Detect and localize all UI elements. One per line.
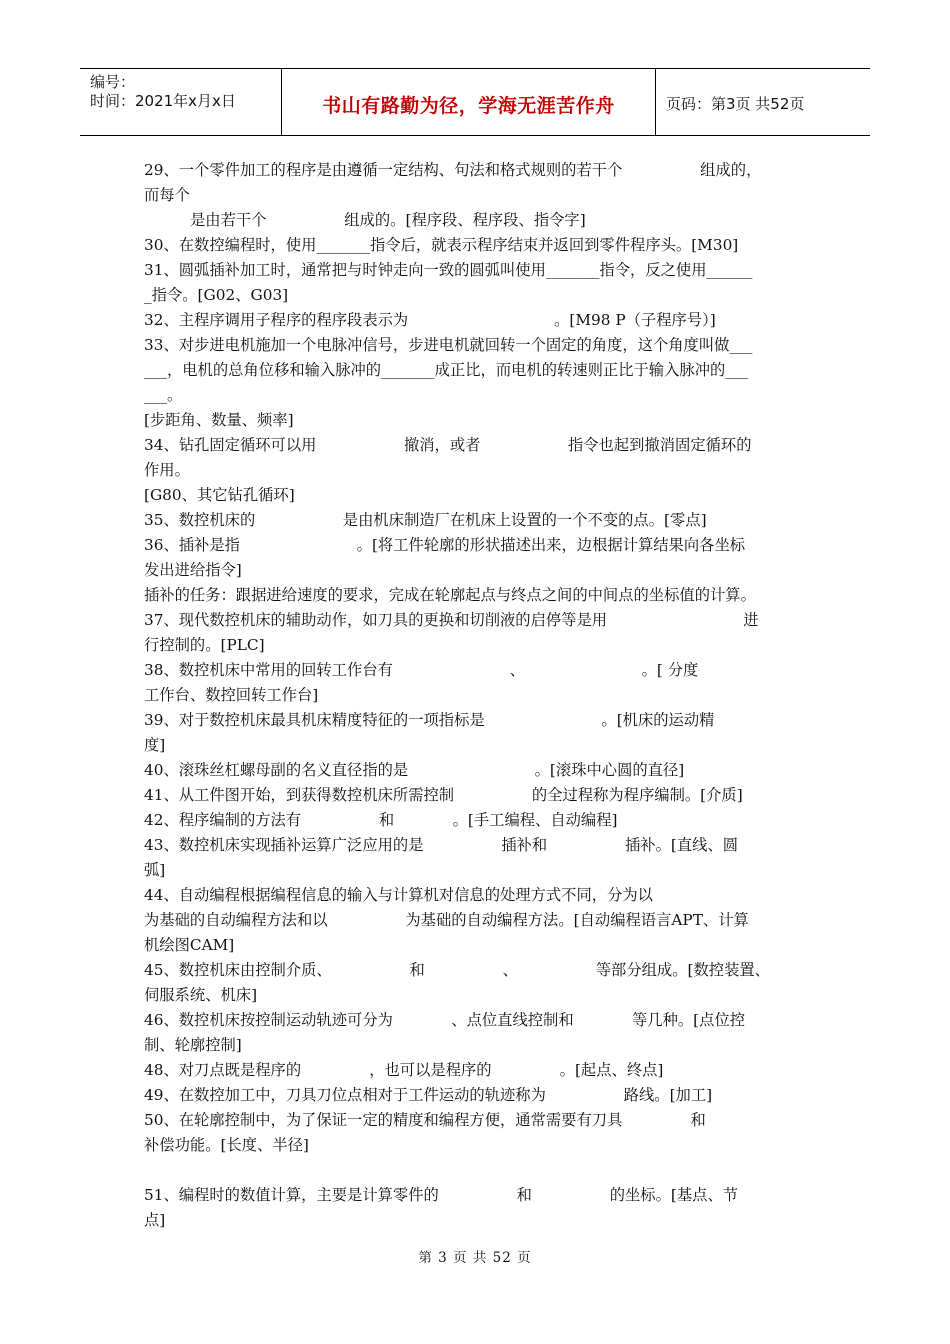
text-line: 30、在数控编程时，使用_______指令后，就表示程序结束并返回到零件程序头。[M30] bbox=[144, 236, 739, 254]
text-line: _指令。[G02、G03] bbox=[144, 286, 289, 304]
date-label: 时间：2021年x月x日 bbox=[90, 92, 236, 110]
text-line: 43、数控机床实现插补运算广泛应用的是 插补和 插补。[直线、圆 bbox=[144, 836, 739, 854]
text-line: 伺服系统、机床] bbox=[144, 986, 258, 1004]
text-line: 制、轮廓控制] bbox=[144, 1036, 242, 1054]
motto-text: 书山有路勤为径，学海无涯苦作舟 bbox=[322, 95, 615, 117]
text-line: [G80、其它钻孔循环] bbox=[144, 486, 295, 504]
text-line: 37、现代数控机床的辅助动作，如刀具的更换和切削液的启停等是用 进 bbox=[144, 611, 759, 629]
text-line: 32、主程序调用子程序的程序段表示为 。[M98 P（子程序号）] bbox=[144, 311, 716, 329]
text-line: ___。 bbox=[144, 386, 183, 404]
page-header bbox=[80, 68, 870, 136]
text-line: 补偿功能。[长度、半径] bbox=[144, 1136, 309, 1154]
text-line: [步距角、数量、频率] bbox=[144, 411, 294, 429]
text-line: 49、在数控加工中，刀具刀位点相对于工件运动的轨迹称为 路线。[加工] bbox=[144, 1086, 713, 1104]
header-motto-cell bbox=[282, 69, 656, 135]
text-line: 50、在轮廓控制中，为了保证一定的精度和编程方便，通常需要有刀具 和 bbox=[144, 1111, 706, 1129]
text-line: 36、插补是指 。[将工件轮廓的形状描述出来，边根据计算结果向各坐标 bbox=[144, 536, 746, 554]
text-line: 35、数控机床的 是由机床制造厂在机床上设置的一个不变的点。[零点] bbox=[144, 511, 707, 529]
text-line: 度] bbox=[144, 736, 166, 754]
text-line: 38、数控机床中常用的回转工作台有 、 。[ 分度 bbox=[144, 661, 699, 679]
text-line: 40、滚珠丝杠螺母副的名义直径指的是 。[滚珠中心圆的直径] bbox=[144, 761, 685, 779]
text-line: 33、对步进电机施加一个电脉冲信号，步进电机就回转一个固定的角度，这个角度叫做___ bbox=[144, 336, 753, 354]
text-line: 42、程序编制的方法有 和 。[手工编程、自动编程] bbox=[144, 811, 618, 829]
header-page-cell bbox=[656, 69, 870, 135]
page-footer: 第 3 页 共 52 页 bbox=[418, 1250, 532, 1266]
text-line: 48、对刀点既是程序的 ，也可以是程序的 。[起点、终点] bbox=[144, 1061, 664, 1079]
text-line: 行控制的。[PLC] bbox=[144, 636, 265, 654]
text-line: ___，电机的总角位移和输入脉冲的_______成正比，而电机的转速则正比于输入脉冲的___ bbox=[144, 361, 749, 379]
text-line: 39、对于数控机床最具机床精度特征的一项指标是 。[机床的运动精 bbox=[144, 711, 715, 729]
text-line: 是由若干个 组成的。[程序段、程序段、指令字] bbox=[190, 211, 586, 229]
serial-label: 编号： bbox=[90, 73, 136, 91]
text-line: 发出进给指令] bbox=[144, 561, 242, 579]
text-line: 51、编程时的数值计算，主要是计算零件的 和 的坐标。[基点、节 bbox=[144, 1186, 739, 1204]
text-line: 46、数控机床按控制运动轨迹可分为 、点位直线控制和 等几种。[点位控 bbox=[144, 1011, 746, 1029]
text-line: 为基础的自动编程方法和以 为基础的自动编程方法。[自动编程语言APT、计算 bbox=[144, 911, 749, 929]
text-line: 点] bbox=[144, 1211, 166, 1229]
text-line: 45、数控机床由控制介质、 和 、 等部分组成。[数控装置、 bbox=[144, 961, 770, 979]
text-line: 31、圆弧插补加工时，通常把与时钟走向一致的圆弧叫使用_______指令，反之使用______ bbox=[144, 261, 753, 279]
page-number-label: 页码：第3页 共52页 bbox=[666, 95, 805, 113]
text-line: 弧] bbox=[144, 861, 166, 879]
text-line: 插补的任务：跟据进给速度的要求，完成在轮廓起点与终点之间的中间点的坐标值的计算。 bbox=[144, 586, 756, 604]
text-line: 机绘图CAM] bbox=[144, 936, 235, 954]
text-line: 工作台、数控回转工作台] bbox=[144, 686, 319, 704]
text-line: 而每个 bbox=[144, 186, 190, 204]
text-line: 34、钻孔固定循环可以用 撤消，或者 指令也起到撤消固定循环的 bbox=[144, 436, 752, 454]
text-line: 44、自动编程根据编程信息的输入与计算机对信息的处理方式不同，分为以 bbox=[144, 886, 653, 904]
header-meta-cell bbox=[80, 69, 282, 135]
text-line: 29、一个零件加工的程序是由遵循一定结构、句法和格式规则的若干个 组成的， bbox=[144, 161, 762, 179]
text-line: 41、从工件图开始，到获得数控机床所需控制 的全过程称为程序编制。[介质] bbox=[144, 786, 743, 804]
text-line: 作用。 bbox=[144, 461, 190, 479]
